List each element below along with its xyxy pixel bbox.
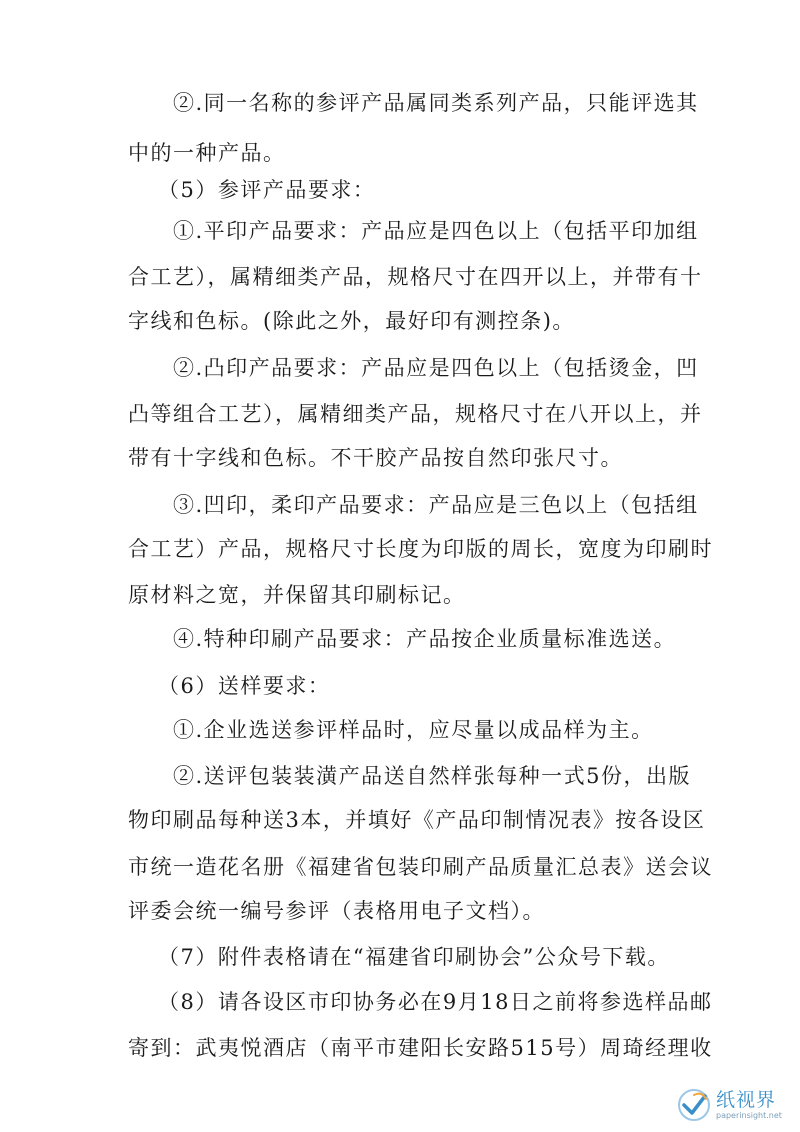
text-line: （6）送样要求： (158, 674, 331, 698)
text-line: ②.凸印产品要求：产品应是四色以上（包括烫金，凹 (173, 356, 699, 380)
text-line: ①.平印产品要求：产品应是四色以上（包括平印加组 (173, 219, 699, 243)
text-line: 寄到：武夷悦酒店（南平市建阳长安路515号）周琦经理收 (128, 1036, 713, 1060)
watermark-logo-icon (676, 1087, 712, 1123)
watermark-url: paperinsight.net (716, 1111, 782, 1120)
text-line: （5）参评产品要求： (158, 178, 376, 202)
text-line: （8）请各设区市印协务必在9月18日之前将参选样品邮 (158, 990, 713, 1014)
text-line: ③.凹印，柔印产品要求：产品应是三色以上（包括组 (173, 493, 699, 517)
text-line: 凸等组合工艺），属精细类产品，规格尺寸在八开以上，并 (128, 402, 703, 426)
watermark (676, 1084, 794, 1126)
text-line: 带有十字线和色标。不干胶产品按自然印张尺寸。 (128, 446, 623, 470)
text-line: （7）附件表格请在“福建省印刷协会”公众号下载。 (158, 945, 670, 969)
text-line: ②.送评包装装潢产品送自然样张每种一式5份，出版 (173, 764, 692, 788)
text-line: 合工艺），属精细类产品，规格尺寸在四开以上，并带有十 (128, 265, 703, 289)
text-line: 原材料之宽，并保留其印刷标记。 (128, 583, 466, 607)
text-line: 中的一种产品。 (128, 141, 286, 165)
text-line: 物印刷品每种送3本，并填好《产品印制情况表》按各设区 (128, 808, 706, 832)
text-line: ①.企业选送参评样品时，应尽量以成品样为主。 (173, 718, 654, 742)
watermark-name: 纸视界 (716, 1089, 777, 1111)
text-line: 字线和色标。(除此之外，最好印有测控条)。 (128, 309, 575, 333)
text-line: ②.同一名称的参评产品属同类系列产品，只能评选其 (173, 91, 699, 115)
text-line: ④.特种印刷产品要求：产品按企业质量标准选送。 (173, 627, 677, 651)
text-line: 合工艺）产品，规格尺寸长度为印版的周长，宽度为印刷时 (128, 537, 713, 561)
text-line: 市统一造花名册《福建省包装印刷产品质量汇总表》送会议 (128, 855, 713, 879)
text-line: 评委会统一编号参评（表格用电子文档）。 (128, 899, 545, 923)
